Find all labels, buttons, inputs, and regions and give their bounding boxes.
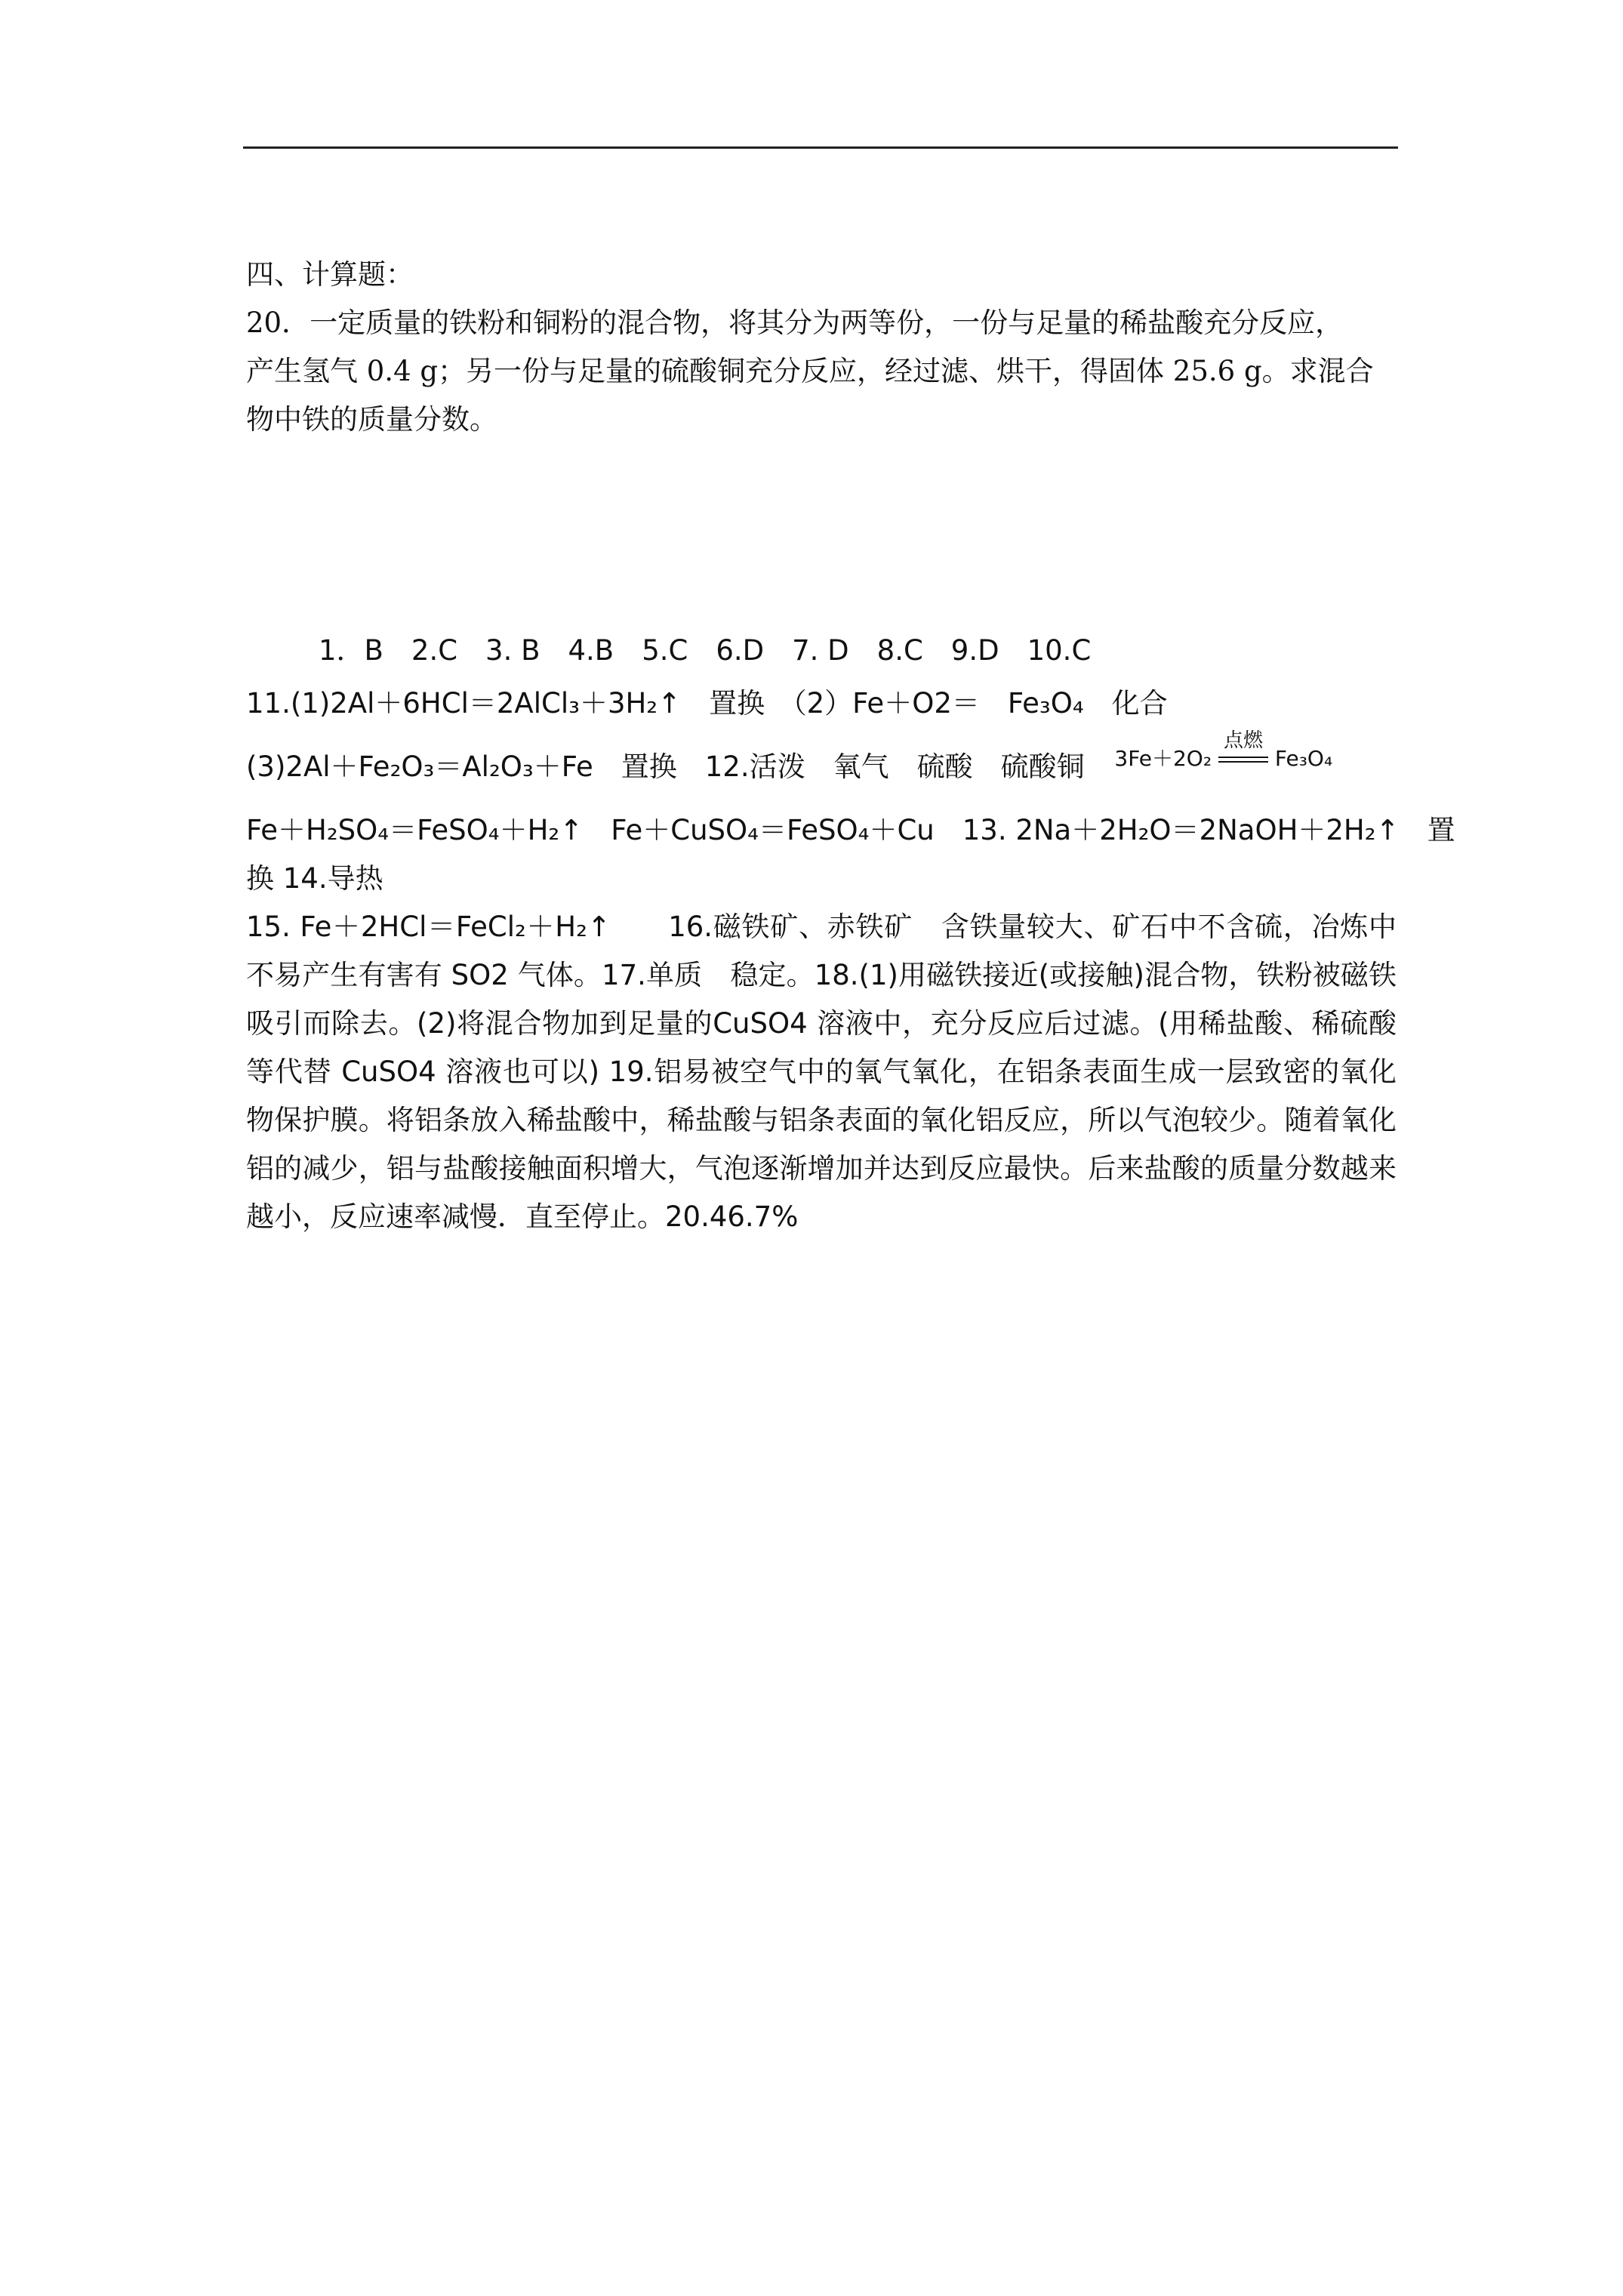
equation-condition-label: 点燃 (1223, 729, 1263, 752)
answer-11-line: 11.(1)2Al＋6HCl＝2AlCl₃＋3H₂↑ 置换 （2）Fe＋O2＝ Fe₃O₄ 化合 (246, 687, 1168, 720)
question-20-line-1: 20．一定质量的铁粉和铜粉的混合物，将其分为两等份，一份与足量的稀盐酸充分反应， (246, 307, 1344, 339)
question-20-line-3: 物中铁的质量分数。 (246, 403, 497, 436)
question-20-line-2: 产生氢气 0.4 g；另一份与足量的硫酸铜充分反应，经过滤、烘干，得固体 25.6 g。求混合 (246, 355, 1374, 387)
equation-left: 3Fe＋2O₂ (1114, 746, 1212, 771)
answer-choices-line: 1．B 2.C 3. B 4.B 5.C 6.D 7. D 8.C 9.D 10.C (319, 634, 1092, 667)
iron-combustion-equation-image (1114, 729, 1333, 771)
equation-condition (1218, 729, 1268, 769)
document-body (246, 251, 1455, 1241)
answer-12-equations-line: Fe＋H₂SO₄＝FeSO₄＋H₂↑ Fe＋CuSO₄＝FeSO₄＋Cu 13. 2Na＋2H₂O＝2NaOH＋2H₂↑ 置 (246, 814, 1455, 846)
equation-right: Fe₃O₄ (1274, 746, 1333, 771)
answers-15-to-20-paragraph: 15. Fe＋2HCl＝FeCl₂＋H₂↑ 16.磁铁矿、赤铁矿 含铁量较大、矿石中不含硫，冶炼中不易产生有害有 SO2 气体。17.单质 稳定。18.(1)用磁铁接近(或接触)混合物，铁粉被磁铁吸引而除去。(2)将混合物加到足量的CuSO4 溶液中，充分反应后过滤。(用稀盐酸、稀硫酸等代替 CuSO4 溶液也可以) 19.铝易被空气中的氧气氧化，在铝条表面生成一层致密的氧化物保护膜。将铝条放入稀盐酸中，稀盐酸与铝条表面的氧化铝反应，所以气泡较少。随着氧化铝的减少，铝与盐酸接触面积增大，气泡逐渐增加并达到反应最快。后来盐酸的质量分数越来越小，反应速率减慢．直至停止。20.46.7% (246, 911, 1397, 1233)
section-heading: 四、计算题： (246, 258, 414, 291)
answer-11-3-line (246, 729, 1397, 791)
equation-equals-bars (1218, 757, 1268, 763)
answer-13-continuation-line: 换 14.导热 (246, 862, 383, 895)
answer-11-3-text: (3)2Al＋Fe₂O₃＝Al₂O₃＋Fe 置换 12.活泼 氧气 硫酸 硫酸铜 (246, 750, 1085, 783)
header-rule (243, 146, 1398, 149)
blank-answer-space (246, 444, 1397, 627)
